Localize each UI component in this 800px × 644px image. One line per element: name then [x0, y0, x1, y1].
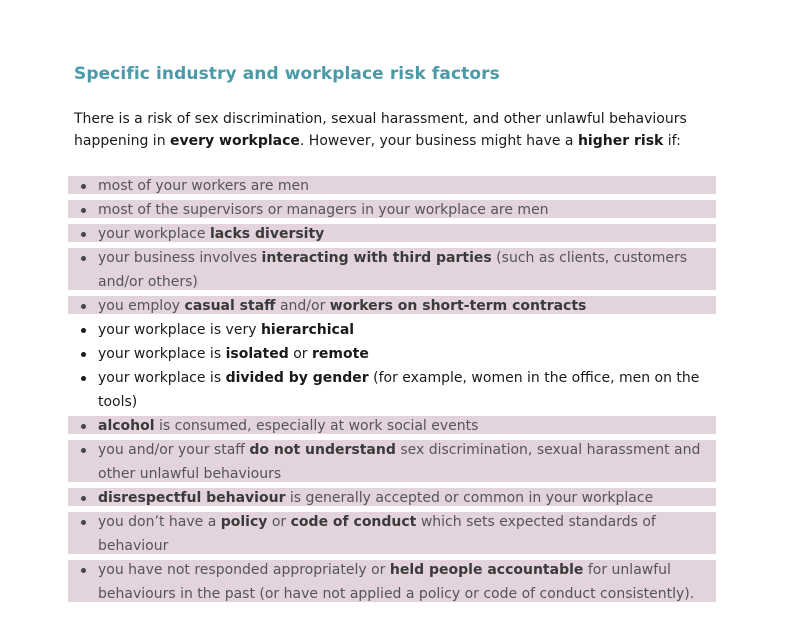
bullet-icon [81, 568, 86, 573]
bold-text: disrespectful behaviour [98, 490, 286, 506]
list-item [68, 318, 716, 342]
bullet-icon [81, 352, 86, 357]
text-run: (for example, women in the office, men on the tools) [98, 370, 700, 410]
list-item-text [98, 202, 549, 218]
list-item [68, 294, 716, 318]
text-run: . However, your business might have a [299, 133, 578, 149]
text-run: (such as clients, customers and/or others) [98, 250, 688, 290]
list-item-text [98, 418, 478, 434]
list-item [68, 174, 716, 198]
text-run: if: [663, 133, 681, 149]
bold-text: isolated [225, 346, 289, 362]
bold-text: remote [312, 346, 369, 362]
text-run: your workplace is [98, 346, 226, 362]
bold-text: alcohol [98, 418, 155, 434]
text-run: most of your workers are men [98, 178, 310, 194]
list-item [68, 414, 716, 438]
text-run: sex discrimination, sexual harassment and other unlawful behaviours [98, 442, 701, 482]
bold-text: do not understand [249, 442, 396, 458]
list-item [68, 510, 716, 558]
list-item-text [98, 298, 586, 314]
intro-paragraph [74, 108, 724, 152]
risk-factor-list [68, 174, 716, 606]
bullet-icon [81, 328, 86, 333]
list-item-text [98, 226, 324, 242]
bullet-icon [81, 184, 86, 189]
bullet-icon [81, 376, 86, 381]
list-item [68, 486, 716, 510]
bold-text: every workplace [170, 133, 300, 149]
text-run: your workplace is very [98, 322, 261, 338]
bold-text: workers on short-term contracts [329, 298, 587, 314]
bullet-icon [81, 232, 86, 237]
text-run: which sets expected standards of behaviour [98, 514, 656, 554]
bullet-icon [81, 208, 86, 213]
list-item [68, 342, 716, 366]
bold-text: lacks diversity [209, 226, 325, 242]
bullet-icon [81, 304, 86, 309]
bold-text: held people accountable [389, 562, 584, 578]
bold-text: hierarchical [260, 322, 355, 338]
text-run: is consumed, especially at work social events [154, 418, 479, 434]
text-run: most of the supervisors or managers in your workplace are men [98, 202, 549, 218]
text-run: or [267, 514, 291, 530]
bold-text: interacting with third parties [261, 250, 492, 266]
text-run: your workplace is [98, 370, 226, 386]
text-run: your workplace [98, 226, 210, 242]
bold-text: higher risk [577, 133, 664, 149]
text-run: for unlawful behaviours in the past (or have not applied a policy or code of conduct consistently). [98, 562, 695, 602]
text-run: you employ [98, 298, 185, 314]
list-item-text [98, 490, 653, 506]
list-item [68, 246, 716, 294]
bold-text: casual staff [184, 298, 276, 314]
text-run: is generally accepted or common in your workplace [285, 490, 654, 506]
list-item [68, 198, 716, 222]
list-item [68, 222, 716, 246]
text-run: or [288, 346, 313, 362]
list-item-text [98, 346, 369, 362]
list-item-text [98, 178, 309, 194]
text-run: There is a risk of sex discrimination, sexual harassment, and other unlawful behaviours happening in [74, 111, 687, 149]
bullet-icon [81, 520, 86, 525]
bullet-icon [81, 256, 86, 261]
text-run: you have not responded appropriately or [98, 562, 390, 578]
bold-text: policy [220, 514, 268, 530]
section-heading: Specific industry and workplace risk factors [74, 64, 500, 84]
list-item-text [98, 322, 354, 338]
list-item-text [98, 370, 699, 410]
text-run: your business involves [98, 250, 262, 266]
text-run: you don’t have a [98, 514, 221, 530]
bold-text: divided by gender [225, 370, 369, 386]
text-run: and/or [275, 298, 330, 314]
bullet-icon [81, 448, 86, 453]
bold-text: code of conduct [290, 514, 417, 530]
bullet-icon [81, 424, 86, 429]
list-item [68, 438, 716, 486]
list-item [68, 558, 716, 606]
text-run: you and/or your staff [98, 442, 250, 458]
bullet-icon [81, 496, 86, 501]
list-item [68, 366, 716, 414]
